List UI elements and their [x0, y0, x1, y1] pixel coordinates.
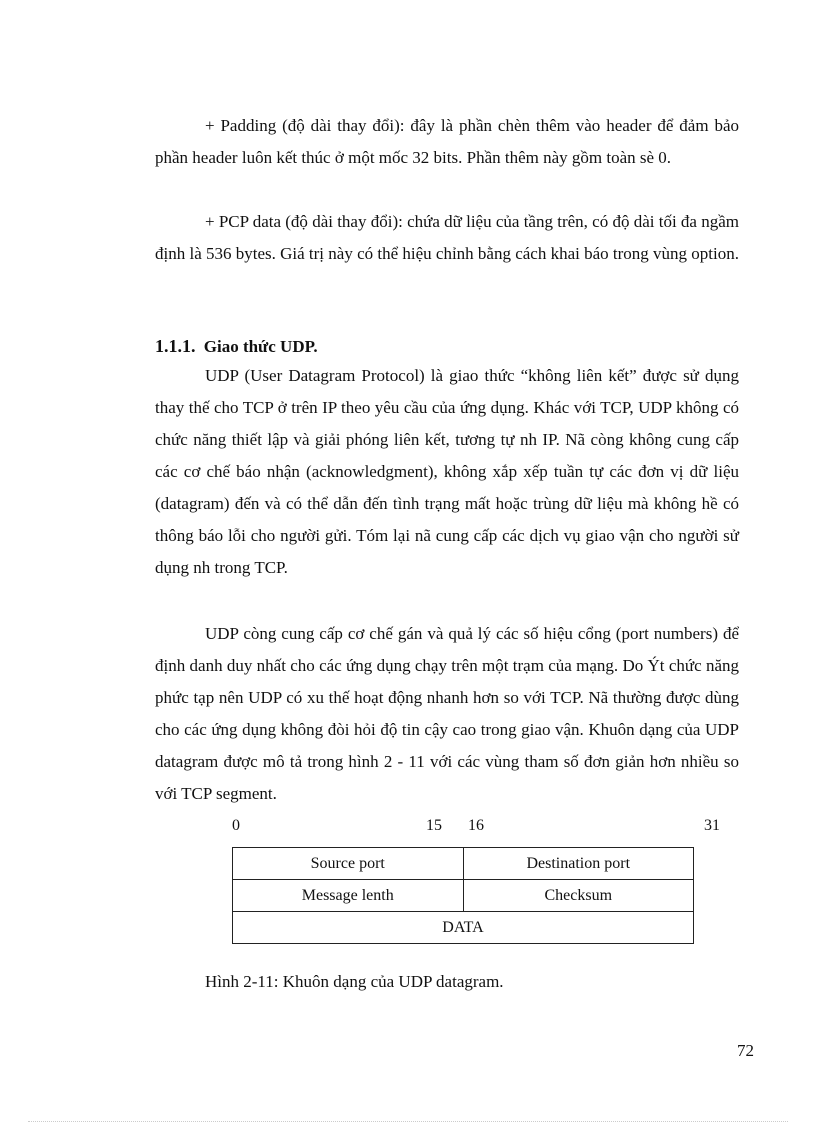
bit-label-15: 15	[426, 817, 442, 834]
table-row	[233, 912, 694, 944]
figure-caption: Hình 2-11: Khuôn dạng của UDP datagram.	[205, 972, 504, 991]
udp-header-table	[232, 847, 694, 944]
page-bottom-divider	[28, 1121, 788, 1122]
page-number: 72	[737, 1041, 754, 1060]
paragraph-pcp-data: + PCP data (độ dài thay đổi): chứa dữ liệu của tầng trên, có độ dài tối đa ngầm định là 536 bytes. Giá trị này có thể hiệu chỉnh bằng cách khai báo trong vùng option.	[155, 212, 740, 263]
field-message-length: Message lenth	[233, 880, 464, 912]
field-destination-port: Destination port	[463, 848, 694, 880]
table-row	[233, 880, 694, 912]
paragraph-padding: + Padding (độ dài thay đổi): đây là phần chèn thêm vào header để đảm bảo phần header luôn kết thúc ở một mốc 32 bits. Phần thêm này gồm toàn sè 0.	[155, 116, 739, 167]
table-row	[233, 848, 694, 880]
section-heading	[155, 330, 318, 363]
bit-label-0: 0	[232, 817, 240, 834]
field-checksum: Checksum	[463, 880, 694, 912]
bit-label-16: 16	[468, 817, 484, 834]
field-data: DATA	[233, 912, 694, 944]
field-source-port: Source port	[233, 848, 464, 880]
bit-label-31: 31	[704, 817, 720, 834]
section-number: 1.1.1.	[155, 336, 196, 356]
paragraph-udp-intro: UDP (User Datagram Protocol) là giao thức “không liên kết” được sử dụng thay thế cho TCP ở trên IP theo yêu cầu của ứng dụng. Khác với TCP, UDP không có chức năng thiết lập và giải phóng liên kết, tương tự nh IP. Nã còng không cung cấp các cơ chế báo nhận (acknowledgment), không xắp xếp tuần tự các đơn vị dữ liệu (datagram) đến và có thể dẫn đến tình trạng mất hoặc trùng dữ liệu mà không hề có thông báo lỗi cho người gửi. Tóm lại nã cung cấp các dịch vụ giao vận cho người sử dụng nh trong TCP.	[155, 366, 739, 577]
section-title: Giao thức UDP.	[203, 337, 318, 356]
paragraph-udp-ports: UDP còng cung cấp cơ chế gán và quả lý các số hiệu cổng (port numbers) để định danh duy nhất cho các ứng dụng chạy trên một trạm của mạng. Do Ýt chức năng phức tạp nên UDP có xu thế hoạt động nhanh hơn so với TCP. Nã thường được dùng cho các ứng dụng không đòi hỏi độ tin cậy cao trong giao vận. Khuôn dạng của UDP datagram được mô tả trong hình 2 - 11 với các vùng tham số đơn giản hơn nhiều so với TCP segment.	[155, 624, 739, 803]
